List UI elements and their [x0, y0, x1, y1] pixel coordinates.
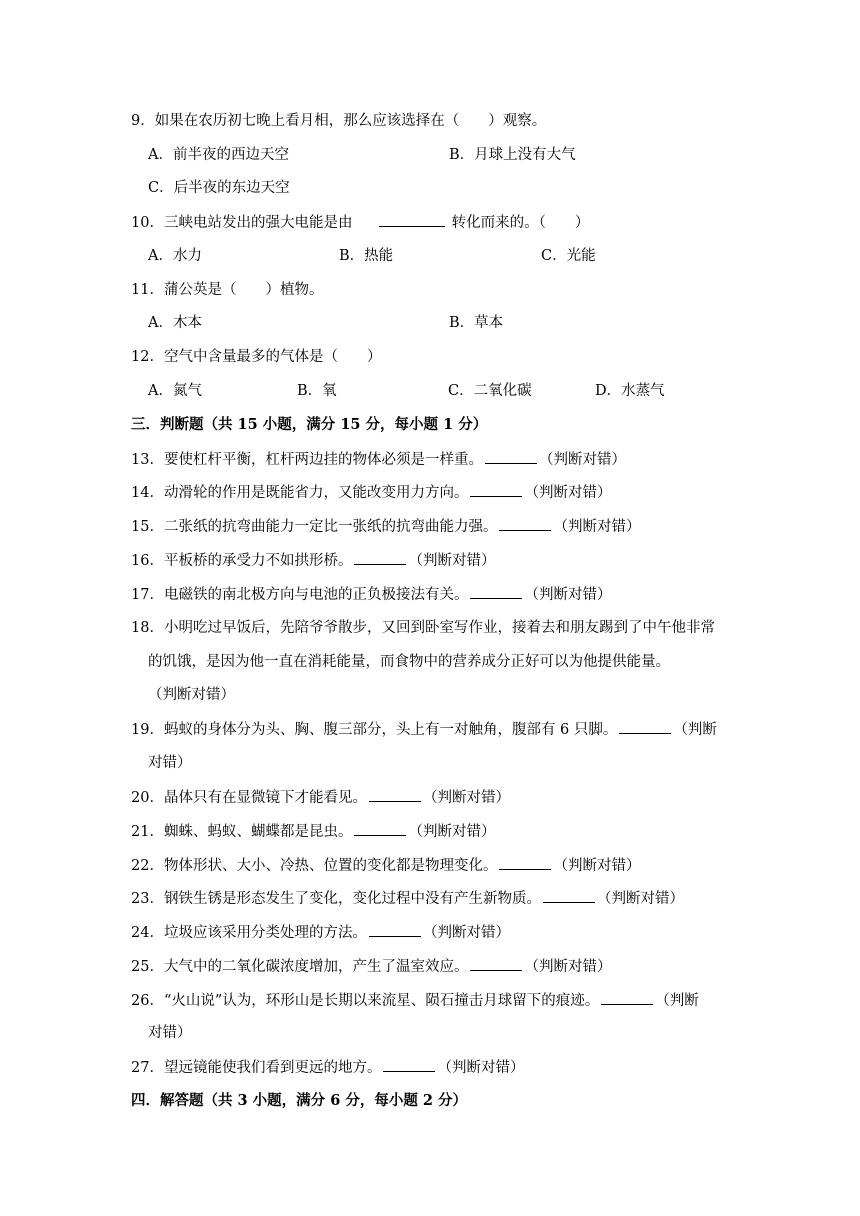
q11-option-a: A．木本 — [148, 315, 202, 331]
q27-text: 27．望远镜能使我们看到更远的地方。 — [131, 1060, 382, 1076]
q25-answer-blank[interactable] — [470, 956, 522, 971]
question-25 — [131, 956, 611, 977]
q15-text: 15．二张纸的抗弯曲能力一定比一张纸的抗弯曲能力强。 — [131, 519, 498, 535]
q22-text: 22．物体形状、大小、冷热、位置的变化都是物理变化。 — [131, 858, 498, 874]
question-12: 12．空气中含量最多的气体是（ ） — [131, 349, 382, 365]
q12-option-c: C．二氧化碳 — [448, 383, 532, 399]
question-15 — [131, 516, 640, 537]
question-26 — [131, 990, 699, 1011]
q17-answer-blank[interactable] — [470, 584, 522, 599]
question-19-cont: 对错） — [148, 755, 192, 771]
question-13 — [131, 449, 626, 470]
q24-suffix: （判断对错） — [422, 925, 510, 941]
section-3-heading: 三．判断题（共 15 小题，满分 15 分，每小题 1 分） — [131, 416, 488, 433]
q13-answer-blank[interactable] — [485, 449, 537, 464]
q21-answer-blank[interactable] — [354, 821, 406, 836]
q21-suffix: （判断对错） — [408, 824, 496, 840]
q19-suffix-start: （判断 — [673, 722, 717, 738]
q9-option-c: C．后半夜的东边天空 — [148, 180, 290, 196]
q23-suffix: （判断对错） — [596, 891, 684, 907]
question-14 — [131, 482, 611, 503]
q20-suffix: （判断对错） — [422, 790, 510, 806]
q10-option-c: C．光能 — [541, 248, 596, 264]
q26-suffix-start: （判断 — [655, 993, 699, 1009]
question-10 — [131, 212, 589, 233]
q10-option-a: A．水力 — [148, 248, 202, 264]
q15-suffix: （判断对错） — [553, 519, 641, 535]
q12-option-d: D．水蒸气 — [595, 383, 665, 399]
question-21 — [131, 821, 495, 842]
q13-text: 13．要使杠杆平衡，杠杆两边挂的物体必须是一样重。 — [131, 452, 483, 468]
q22-answer-blank[interactable] — [499, 855, 551, 870]
q11-option-b: B．草本 — [449, 315, 504, 331]
q25-suffix: （判断对错） — [524, 959, 612, 975]
q26-text: 26．“火山说”认为，环形山是长期以来流星、陨石撞击月球留下的痕迹。 — [131, 993, 600, 1009]
q12-option-b: B．氧 — [297, 383, 337, 399]
q21-text: 21．蜘蛛、蚂蚁、蝴蝶都是昆虫。 — [131, 824, 353, 840]
q14-suffix: （判断对错） — [524, 485, 612, 501]
question-17 — [131, 584, 611, 605]
question-24 — [131, 922, 510, 943]
question-18-suffix: （判断对错） — [148, 687, 235, 703]
q14-text: 14．动滑轮的作用是既能省力，又能改变用力方向。 — [131, 485, 469, 501]
q25-text: 25．大气中的二氧化碳浓度增加，产生了温室效应。 — [131, 959, 469, 975]
question-11: 11．蒲公英是（ ）植物。 — [131, 282, 324, 298]
question-19 — [131, 719, 717, 740]
q12-option-a: A．氮气 — [148, 383, 202, 399]
question-18: 18．小明吃过早饭后，先陪爷爷散步，又回到卧室写作业，接着去和朋友踢到了中午他非常 — [131, 620, 715, 636]
q27-suffix: （判断对错） — [437, 1060, 525, 1076]
q14-answer-blank[interactable] — [470, 482, 522, 497]
q13-suffix: （判断对错） — [538, 452, 626, 468]
question-16 — [131, 550, 495, 571]
q10-stem-end: 转化而来的。（ ） — [451, 215, 590, 231]
q20-answer-blank[interactable] — [369, 787, 421, 802]
q20-text: 20．晶体只有在显微镜下才能看见。 — [131, 790, 367, 806]
section-4-heading: 四．解答题（共 3 小题，满分 6 分，每小题 2 分） — [131, 1092, 468, 1109]
q24-text: 24．垃圾应该采用分类处理的方法。 — [131, 925, 367, 941]
q9-option-a: A．前半夜的西边天空 — [148, 147, 289, 163]
q22-suffix: （判断对错） — [553, 858, 641, 874]
q10-answer-blank[interactable] — [379, 212, 445, 227]
q10-option-b: B．热能 — [339, 248, 394, 264]
question-27 — [131, 1057, 524, 1078]
q16-text: 16．平板桥的承受力不如拱形桥。 — [131, 553, 353, 569]
question-23 — [131, 888, 684, 909]
q16-suffix: （判断对错） — [408, 553, 496, 569]
q15-answer-blank[interactable] — [499, 516, 551, 531]
q26-answer-blank[interactable] — [601, 990, 653, 1005]
question-18-cont: 的饥饿，是因为他一直在消耗能量，而食物中的营养成分正好可以为他提供能量。 — [148, 654, 670, 670]
q24-answer-blank[interactable] — [369, 922, 421, 937]
q17-suffix: （判断对错） — [524, 587, 612, 603]
question-9: 9．如果在农历初七晚上看月相，那么应该选择在（ ）观察。 — [131, 113, 547, 129]
q27-answer-blank[interactable] — [383, 1057, 435, 1072]
q23-answer-blank[interactable] — [543, 888, 595, 903]
question-26-cont: 对错） — [148, 1025, 192, 1041]
q19-text: 19．蚂蚁的身体分为头、胸、腹三部分，头上有一对触角，腹部有 6 只脚。 — [131, 722, 618, 738]
q19-answer-blank[interactable] — [619, 719, 671, 734]
q9-option-b: B．月球上没有大气 — [449, 147, 576, 163]
q17-text: 17．电磁铁的南北极方向与电池的正负极接法有关。 — [131, 587, 469, 603]
q10-stem-start: 10．三峡电站发出的强大电能是由 — [131, 215, 353, 231]
q16-answer-blank[interactable] — [354, 550, 406, 565]
question-20 — [131, 787, 510, 808]
question-22 — [131, 855, 640, 876]
q23-text: 23．钢铁生锈是形态发生了变化，变化过程中没有产生新物质。 — [131, 891, 541, 907]
